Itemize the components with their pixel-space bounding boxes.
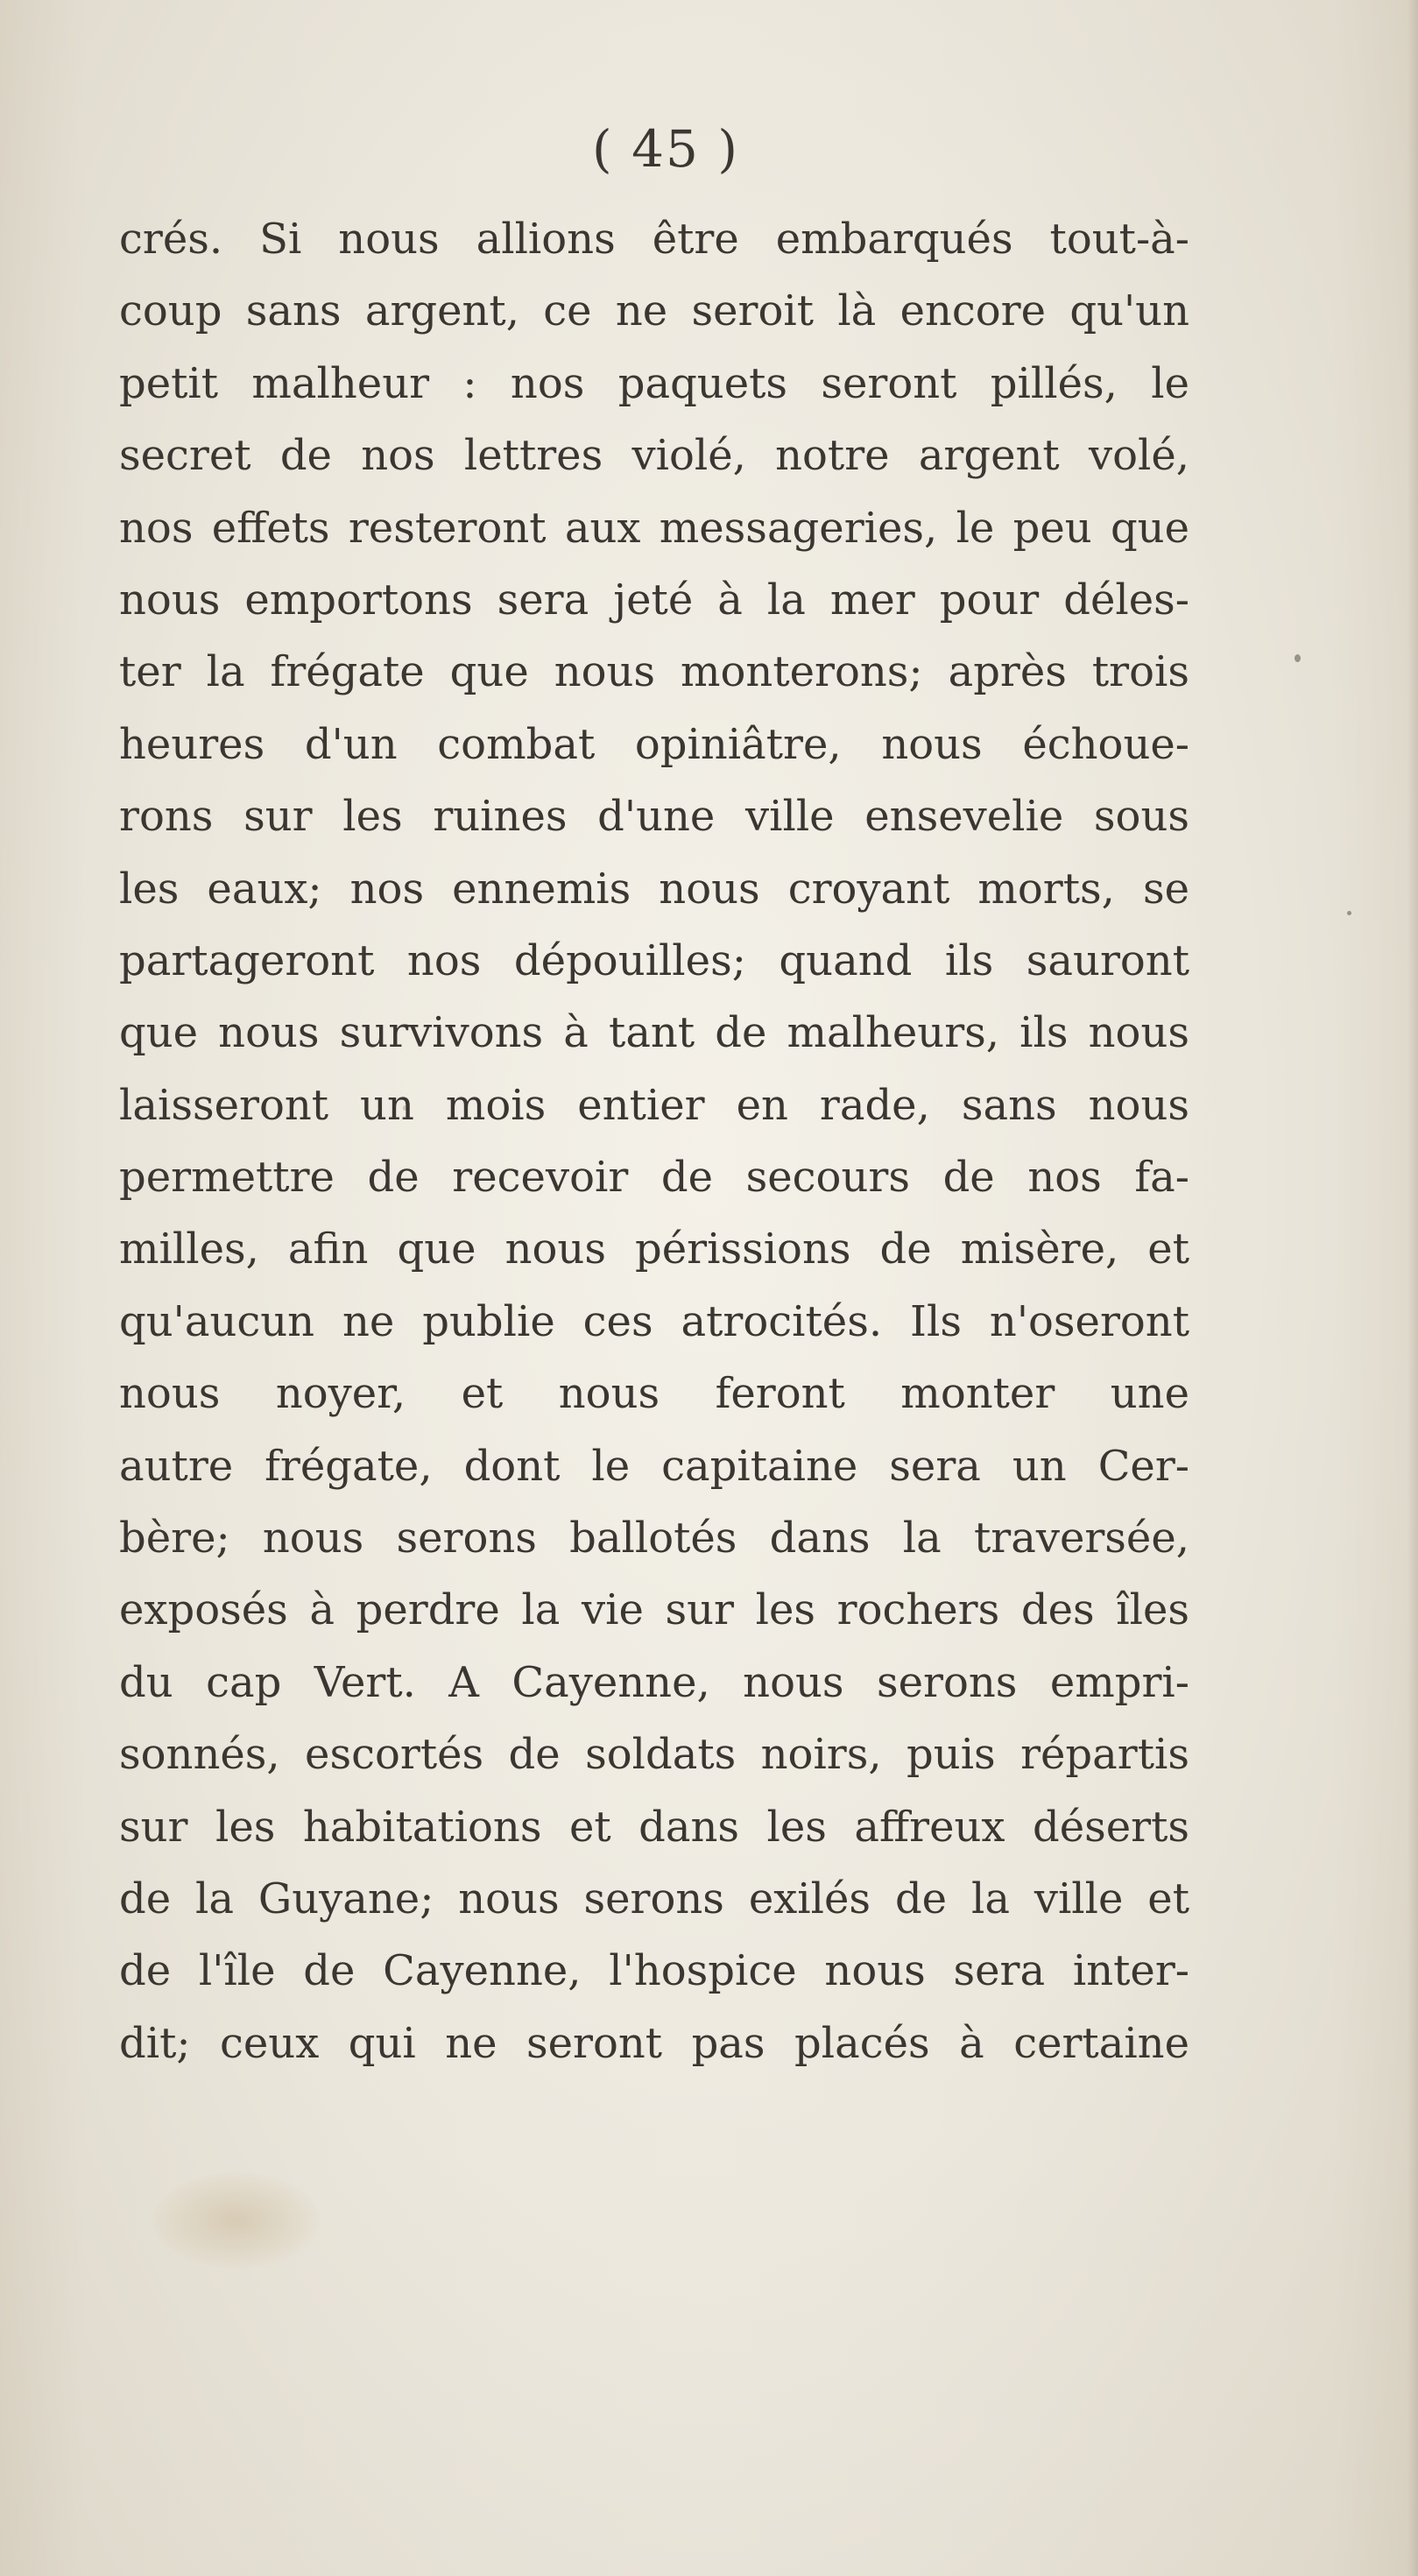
- text-line: coup sans argent, ce ne seroit là encore qu'un: [119, 286, 1189, 336]
- text-line: partageront nos dépouilles; quand ils sauront: [119, 935, 1189, 985]
- text-line: nous emportons sera jeté à la mer pour déles-: [119, 575, 1189, 625]
- ink-speck: [1295, 654, 1301, 662]
- page-edge-shadow: [1407, 0, 1418, 2576]
- text-line: que nous survivons à tant de malheurs, ils nous: [119, 1008, 1189, 1058]
- text-line: sur les habitations et dans les affreux déserts: [119, 1802, 1189, 1852]
- text-line: qu'aucun ne publie ces atrocités. Ils n'oseront: [119, 1296, 1189, 1346]
- text-line: ter la frégate que nous monterons; après trois: [119, 647, 1189, 697]
- text-line: de la Guyane; nous serons exilés de la ville et: [119, 1874, 1189, 1923]
- text-line: petit malheur : nos paquets seront pillés, le: [119, 358, 1189, 408]
- text-line: autre frégate, dont le capitaine sera un Cer-: [119, 1441, 1189, 1491]
- text-line: milles, afin que nous périssions de misère, et: [119, 1224, 1189, 1274]
- text-line: les eaux; nos ennemis nous croyant morts, se: [119, 864, 1189, 914]
- text-line: exposés à perdre la vie sur les rochers des îles: [119, 1585, 1189, 1635]
- body-text: [119, 203, 1189, 2079]
- text-line: nos effets resteront aux messageries, le peu que: [119, 503, 1189, 553]
- text-line: heures d'un combat opiniâtre, nous échoue-: [119, 719, 1189, 769]
- text-line: bère; nous serons ballotés dans la traversée,: [119, 1514, 1189, 1563]
- text-line: sonnés, escortés de soldats noirs, puis répartis: [119, 1730, 1189, 1780]
- text-line: nous noyer, et nous feront monter une: [119, 1369, 1189, 1419]
- page-number: ( 45 ): [592, 119, 739, 179]
- text-line: laisseront un mois entier en rade, sans nous: [119, 1080, 1189, 1130]
- text-line: crés. Si nous allions être embarqués tout-à-: [119, 215, 1189, 264]
- ink-speck: [1347, 911, 1351, 915]
- text-line: rons sur les ruines d'une ville ensevelie sous: [119, 792, 1189, 842]
- text-line: dit; ceux qui ne seront pas placés à certaine: [119, 2018, 1189, 2068]
- paper-stain: [153, 2172, 320, 2269]
- text-line: de l'île de Cayenne, l'hospice nous sera inter-: [119, 1946, 1189, 1996]
- text-line: permettre de recevoir de secours de nos fa-: [119, 1153, 1189, 1203]
- text-line: du cap Vert. A Cayenne, nous serons empri-: [119, 1657, 1189, 1707]
- text-line: secret de nos lettres violé, notre argent volé,: [119, 431, 1189, 481]
